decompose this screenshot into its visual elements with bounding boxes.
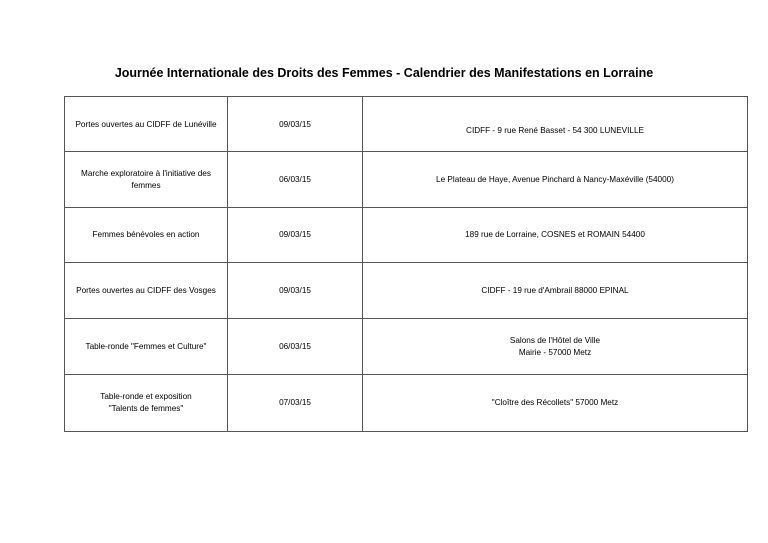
- table-row: [65, 208, 748, 263]
- document-title: Journée Internationale des Droits des Femmes - Calendrier des Manifestations en Lorraine: [114, 66, 654, 80]
- events-table: [64, 96, 748, 432]
- event-date: 09/03/15: [228, 263, 363, 319]
- event-place: "Cloître des Récollets" 57000 Metz: [363, 375, 748, 432]
- event-date: 07/03/15: [228, 375, 363, 432]
- event-name: Portes ouvertes au CIDFF de Lunéville: [65, 97, 228, 152]
- event-place: Salons de l'Hôtel de Ville Mairie - 57000 Metz: [363, 319, 748, 375]
- event-date: 06/03/15: [228, 319, 363, 375]
- event-place: CIDFF - 19 rue d'Ambrail 88000 EPINAL: [363, 263, 748, 319]
- event-place: Le Plateau de Haye, Avenue Pinchard à Nancy-Maxéville (54000): [363, 152, 748, 208]
- event-name: Femmes bénévoles en action: [65, 208, 228, 263]
- event-name: Marche exploratoire à l'initiative des femmes: [65, 152, 228, 208]
- event-name: Table-ronde et exposition "Talents de femmes": [65, 375, 228, 432]
- table-row: [65, 375, 748, 432]
- event-date: 09/03/15: [228, 208, 363, 263]
- event-name: Table-ronde "Femmes et Culture": [65, 319, 228, 375]
- event-place: CIDFF - 9 rue René Basset - 54 300 LUNEVILLE: [363, 97, 748, 152]
- table-row: [65, 97, 748, 152]
- event-date: 06/03/15: [228, 152, 363, 208]
- table-row: [65, 263, 748, 319]
- table-row: [65, 152, 748, 208]
- table-row: [65, 319, 748, 375]
- event-name: Portes ouvertes au CIDFF des Vosges: [65, 263, 228, 319]
- event-date: 09/03/15: [228, 97, 363, 152]
- event-place: 189 rue de Lorraine, COSNES et ROMAIN 54400: [363, 208, 748, 263]
